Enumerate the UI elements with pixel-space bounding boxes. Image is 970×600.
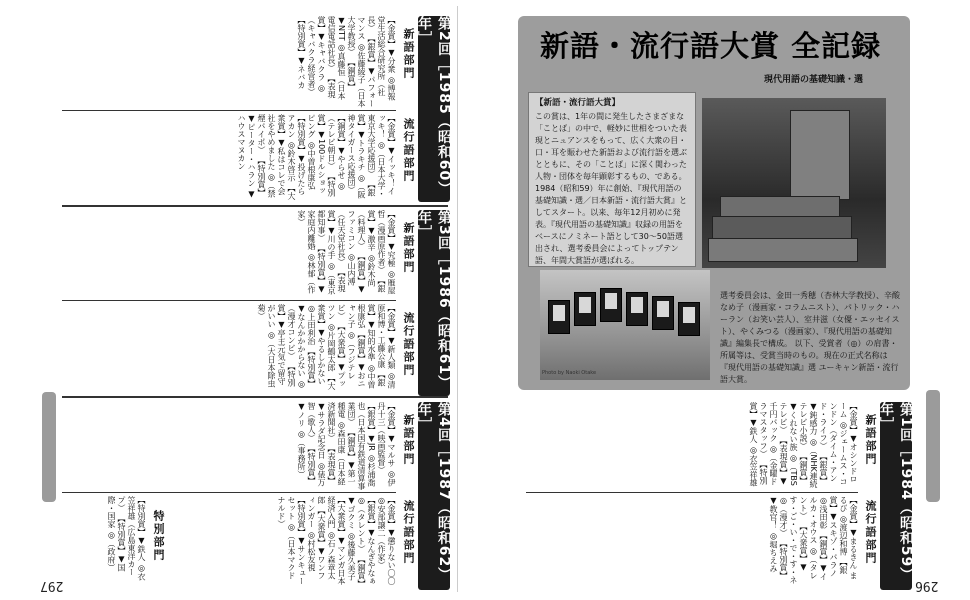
section-divider <box>62 205 448 207</box>
round-2-new-entries: 【金賞】▼分衆 ◎博報堂生活総合研究所（社長） 【銀賞】▼パフォーマンス ◎佐藤綾子（日本大学教授） 【銅賞】▼NTT ◎真藤恒（日本電信電話社長） 【表現賞】▼キャバクラ ◎（キャバクラ経営者） 【特別賞】▼ネバカ <box>297 16 396 108</box>
committee-text: 選考委員会は、金田一秀穂（杏林大学教授）、辛酸なめ子（漫画家・コラムニスト）、パトリック・ハーラン（お笑い芸人）、室井滋（女優・エッセイスト）、やくみつる（漫画家）、『現代用語の基礎知識』編集長で構成。 以下、受賞者（◎）の肩書・所属等は、受賞当時のもの。現在の正式名称は『現代用語の基礎知識』選 ユーキャン新語・流行語大賞。 <box>720 291 900 384</box>
page-number-left: 297 <box>40 578 64 593</box>
round-2-new-dept: 新語部門 <box>402 28 415 80</box>
round-4-pop-dept: 流行語部門 <box>402 500 415 565</box>
book <box>712 216 852 240</box>
left-index-tab <box>42 392 56 502</box>
intro-box <box>528 92 696 267</box>
round-1-header: 第1回［1984（昭和59）年］ <box>880 402 912 590</box>
round-3-header: 第3回［1986（昭和61）年］ <box>418 210 450 396</box>
trophy <box>678 302 700 336</box>
special-dept-label: 特別部門 <box>152 510 165 562</box>
book-cover <box>790 110 850 200</box>
round-3-pop-dept: 流行語部門 <box>402 312 415 377</box>
round-1-pop-entries: 【金賞】▼まるきん まるび ◎渡辺和博 【銀賞】▼スキゾ・パラノ ◎浅田彰 【銅賞】▼イルカ・オウス ◎（タレント） 【大衆賞】▼す・ご・い・で・す・ネ ◎（漫才） 【特別賞】▼教官！ ◎堀ちえみ <box>769 496 858 584</box>
trophy <box>574 292 596 326</box>
right-index-tab <box>926 390 940 502</box>
round-1-new-entries: 【金賞】▼オシンドローム ◎ジェームス・コンドン（ダイム・アンド・ライフ） 【銀賞】▼鈍感力 ◎（NHK連続テレビ小説） 【銅賞】▼くれない族 ◎（TBSテレビ） 【表現賞】▼千円パック ◎（金曜ドラマスタッフ） 【特別賞】▼鉄人 ◎衣笠祥雄 <box>749 402 858 488</box>
intro-text: この賞は、1年の間に発生したさまざまな「ことば」の中で、軽妙に世相をついた表現とニュアンスをもって、広く大衆の目・口・耳を賑わせた新語および流行語を選ぶとともに、その「ことば」に深く関わった人物・団体を毎年顕彰するもの、である。 1984（昭和59）年に創始、『現代用語の基礎知識・選／日本新語・流行語大賞』としてスタート。以来、毎年12月初めに発表。『現代用語の基礎知識』収録の用語をベースにノミネート語として30〜50語選出され、選考委員会によってトップテン語、年間大賞語が選ばれる。 <box>535 112 687 265</box>
round-2-header: 第2回［1985（昭和60）年］ <box>418 16 450 202</box>
page-number-right: 296 <box>915 578 939 593</box>
section-divider <box>62 396 448 398</box>
trophy <box>600 288 622 322</box>
book <box>720 196 840 218</box>
feature-title: 新語・流行語大賞 全記録 <box>540 29 882 63</box>
round-4-new-dept: 新語部門 <box>402 414 415 466</box>
photo-credit: Photo by Naoki Otake <box>542 370 597 376</box>
trophy <box>652 296 674 330</box>
round-2-pop-entries: 【金賞】▼イッキ！イッキ！ ◎（日本大学・東京大学応援団） 【銀賞】▼トラキチ ◎（阪神タイガース応援団） 【銅賞】▼やらせ ◎（テレビ朝日） 【特別賞】▼100ドルショッピング ◎中曽根康弘 【特別賞】▼投げたらアカン ◎鈴木啓示 【大衆賞】▼私はコレで会社をやめました ◎（禁煙パイポ） 【特別賞】▼ピーター・ハラン ▼ハウスマヌカン <box>237 114 396 201</box>
round-4-new-entries: 【金賞】▼マルサ ◎伊丹十三（映画監督） 【銀賞】▼JR ◎杉浦喬也（日本国有鉄道清算事業団） 【銅賞】▼第一種電 ◎森田康（日本経済新聞社） 【表現賞】▼サラダ記念日 ◎俵万智（歌人） 【特別賞】▼ノリ ◎（事務所） <box>297 402 396 490</box>
trophy <box>548 300 570 334</box>
round-4-pop-entries: 【金賞】▼懲りない〇〇 ◎安部譲二（作家） 【銀賞】▼なんぎやなぁ ◎（タレント） 【銅賞】▼ゴクミ ◎後藤久美子 【大衆賞】▼マンガ日本経済入門 ◎石ノ森章太郎 【大衆賞】▼ワンフィンガー ◎村松友視 【特別賞】▼サンキューセット ◎（日本マクドナルド） <box>277 496 396 585</box>
intro-heading: 【新語・流行語大賞】 <box>535 98 621 108</box>
divider <box>526 492 858 493</box>
special-entries: 【特別賞】▼鉄人 ◎衣笠祥雄（広島東洋カープ） 【特別賞】▼国際・国家 ◎（政府） <box>107 496 146 581</box>
divider <box>62 492 396 493</box>
divider <box>62 300 396 301</box>
round-1-new-dept: 新語部門 <box>864 414 877 466</box>
round-4-header: 第4回［1987（昭和62）年］ <box>418 402 450 590</box>
round-2-pop-dept: 流行語部門 <box>402 118 415 183</box>
book <box>708 238 858 262</box>
round-3-pop-entries: 【金賞】▼新人類 ◎清原和博・工藤公康 【銀賞】▼知的水準 ◎中曽根康弘 【銅賞】▼おニャン子 ◎（フジテレビ） 【大衆賞】▼プッツン ◎片岡鶴太郎 【大衆賞】▼やるしかない ◎上田利治 【特別賞】▼なんかかからない ◎（漫才コンビ） 【特別賞】▼亭主元気で留守がいい ◎（大日本除虫菊） <box>257 304 396 391</box>
trophy <box>626 292 648 326</box>
feature-subtitle: 現代用語の基礎知識・選 <box>764 75 864 85</box>
round-1-pop-dept: 流行語部門 <box>864 500 877 565</box>
round-3-new-entries: 【金賞】▼究極 ◎雁屋哲（漫画原作者） 【銀賞】▼激辛 ◎鈴木尚（料理人） 【銅賞】▼ファミコン ◎山内溥（任天堂社長） 【表現賞】▼川の手 ◎（東京都知事） 【特別賞】▼家庭内離婚 ◎林郁（作家） <box>297 210 396 295</box>
divider <box>62 110 396 111</box>
round-3-new-dept: 新語部門 <box>402 222 415 274</box>
